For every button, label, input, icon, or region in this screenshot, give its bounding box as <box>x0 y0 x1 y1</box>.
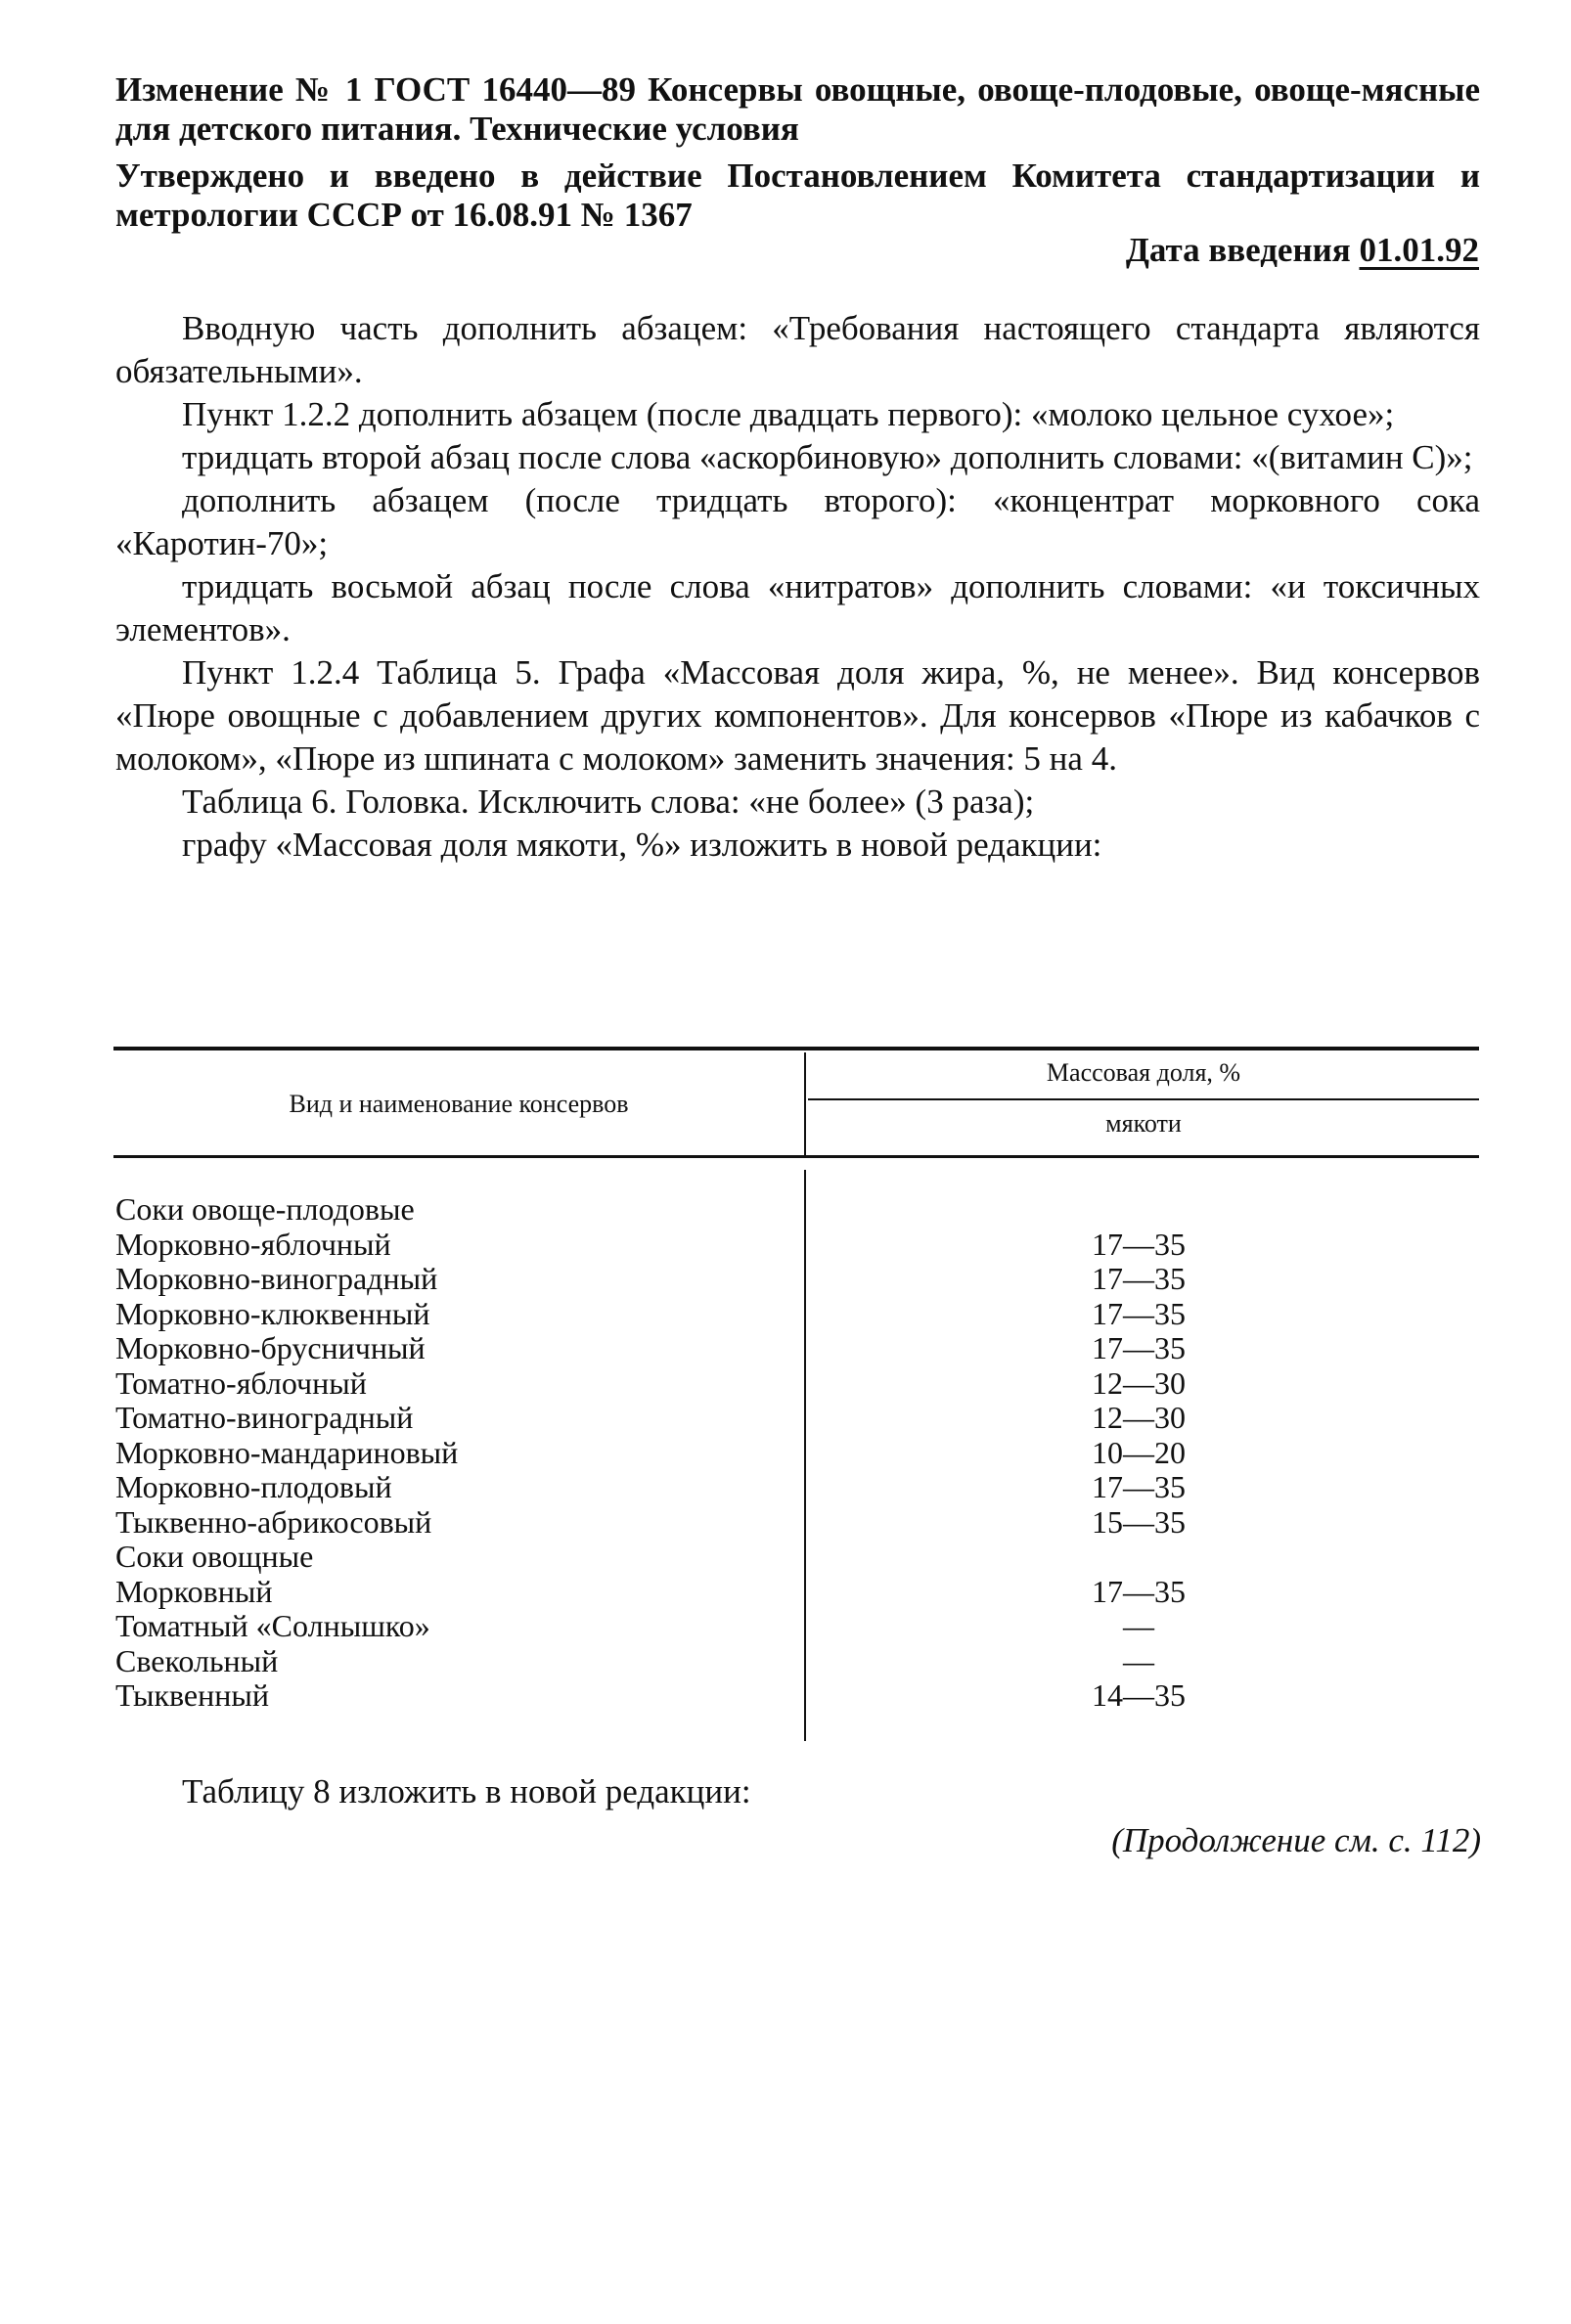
row-name: Морковно-мандариновый <box>115 1434 459 1470</box>
table-row <box>113 1609 1479 1644</box>
paragraph: Вводную часть дополнить абзацем: «Требования настоящего стандарта являются обязательными». <box>115 309 1480 390</box>
paragraph: Пункт 1.2.2 дополнить абзацем (после двадцать первого): «молоко цельное сухое»; <box>182 395 1395 433</box>
effective-date <box>1126 231 1479 270</box>
table-header-divider <box>804 1052 806 1155</box>
row-value: 17—35 <box>1092 1226 1186 1262</box>
row-value: 17—35 <box>1092 1261 1186 1296</box>
table-row <box>113 1505 1479 1541</box>
effective-date-value: 01.01.92 <box>1359 231 1479 269</box>
table-row <box>113 1644 1479 1679</box>
row-value: 12—30 <box>1092 1400 1186 1435</box>
paragraph: тридцать второй абзац после слова «аскорбиновую» дополнить словами: «(витамин С)»; <box>182 438 1473 476</box>
table-8-note: Таблицу 8 изложить в новой редакции: <box>182 1772 751 1810</box>
continuation-note: (Продолжение см. с. 112) <box>1111 1821 1481 1859</box>
row-value <box>806 1192 1471 1228</box>
approval-statement: Утверждено и введено в действие Постановлением Комитета стандартизации и метрологии СССР от 16.08.91 № 1367 <box>115 156 1480 234</box>
paragraph: дополнить абзацем (после тридцать второго): «концентрат морковного сока «Каротин-70»; <box>115 481 1480 562</box>
table-row <box>113 1540 1479 1575</box>
table-row <box>113 1678 1479 1714</box>
row-value: 14—35 <box>1092 1677 1186 1713</box>
row-value: 17—35 <box>1092 1573 1186 1609</box>
table-header-mass-fraction: Массовая доля, % <box>1046 1058 1241 1087</box>
row-name: Морковно-виноградный <box>115 1261 438 1296</box>
row-name: Морковно-яблочный <box>115 1226 391 1262</box>
paragraph: графу «Массовая доля мякоти, %» изложить в новой редакции: <box>182 826 1102 864</box>
table-row <box>113 1228 1479 1263</box>
row-value: — <box>1123 1642 1154 1678</box>
row-value: 12—30 <box>1092 1364 1186 1401</box>
row-value <box>806 1540 1471 1575</box>
row-value: — <box>1123 1608 1154 1643</box>
table-body <box>113 1192 1479 1714</box>
amendment-title: Изменение № 1 ГОСТ 16440—89 Консервы овощные, овоще-плодовые, овоще-мясные для детского питания. Технические условия <box>115 70 1480 148</box>
table-row <box>113 1192 1479 1228</box>
table-row <box>113 1331 1479 1366</box>
row-name: Морковно-брусничный <box>115 1330 426 1365</box>
table-subheader-rule <box>808 1098 1479 1100</box>
table-row <box>113 1262 1479 1297</box>
table-top-rule <box>113 1047 1479 1050</box>
table-row <box>113 1366 1479 1402</box>
row-name: Соки овощные <box>115 1539 314 1574</box>
row-value: 15—35 <box>1092 1503 1186 1540</box>
row-name: Морковный <box>115 1573 273 1609</box>
table-row <box>113 1297 1479 1332</box>
row-value: 17—35 <box>1092 1469 1186 1504</box>
row-name: Соки овоще-плодовые <box>115 1191 415 1227</box>
paragraph: Таблица 6. Головка. Исключить слова: «не более» (3 раза); <box>182 782 1035 821</box>
table-row <box>113 1470 1479 1505</box>
paragraph: тридцать восьмой абзац после слова «нитратов» дополнить словами: «и токсичных элементов». <box>115 567 1480 648</box>
table-row <box>113 1401 1479 1436</box>
row-name: Морковно-клюквенный <box>115 1295 430 1331</box>
row-name: Томатно-виноградный <box>115 1400 414 1435</box>
row-name: Тыквенно-абрикосовый <box>115 1503 432 1540</box>
row-name: Свекольный <box>115 1642 279 1678</box>
table-row <box>113 1436 1479 1471</box>
table-header-rule <box>113 1155 1479 1158</box>
effective-date-label: Дата введения <box>1125 231 1351 269</box>
row-name: Тыквенный <box>115 1677 269 1713</box>
table-header-kind: Вид и наименование консервов <box>289 1090 629 1118</box>
row-name: Томатный «Солнышко» <box>115 1608 430 1643</box>
amendment-body <box>115 307 1480 867</box>
row-value: 17—35 <box>1092 1295 1186 1331</box>
table-header-pulp: мякоти <box>1105 1109 1182 1138</box>
row-value: 17—35 <box>1092 1330 1186 1365</box>
paragraph: Пункт 1.2.4 Таблица 5. Графа «Массовая доля жира, %, не менее». Вид консервов «Пюре овощные с добавлением других компонентов». Для консервов «Пюре из кабачков с молоком», «Пюре из шпината с молоком» заменить значения: 5 на 4. <box>115 653 1480 778</box>
row-name: Морковно-плодовый <box>115 1469 392 1504</box>
row-value: 10—20 <box>1092 1434 1186 1470</box>
table-row <box>113 1575 1479 1610</box>
row-name: Томатно-яблочный <box>115 1364 367 1401</box>
